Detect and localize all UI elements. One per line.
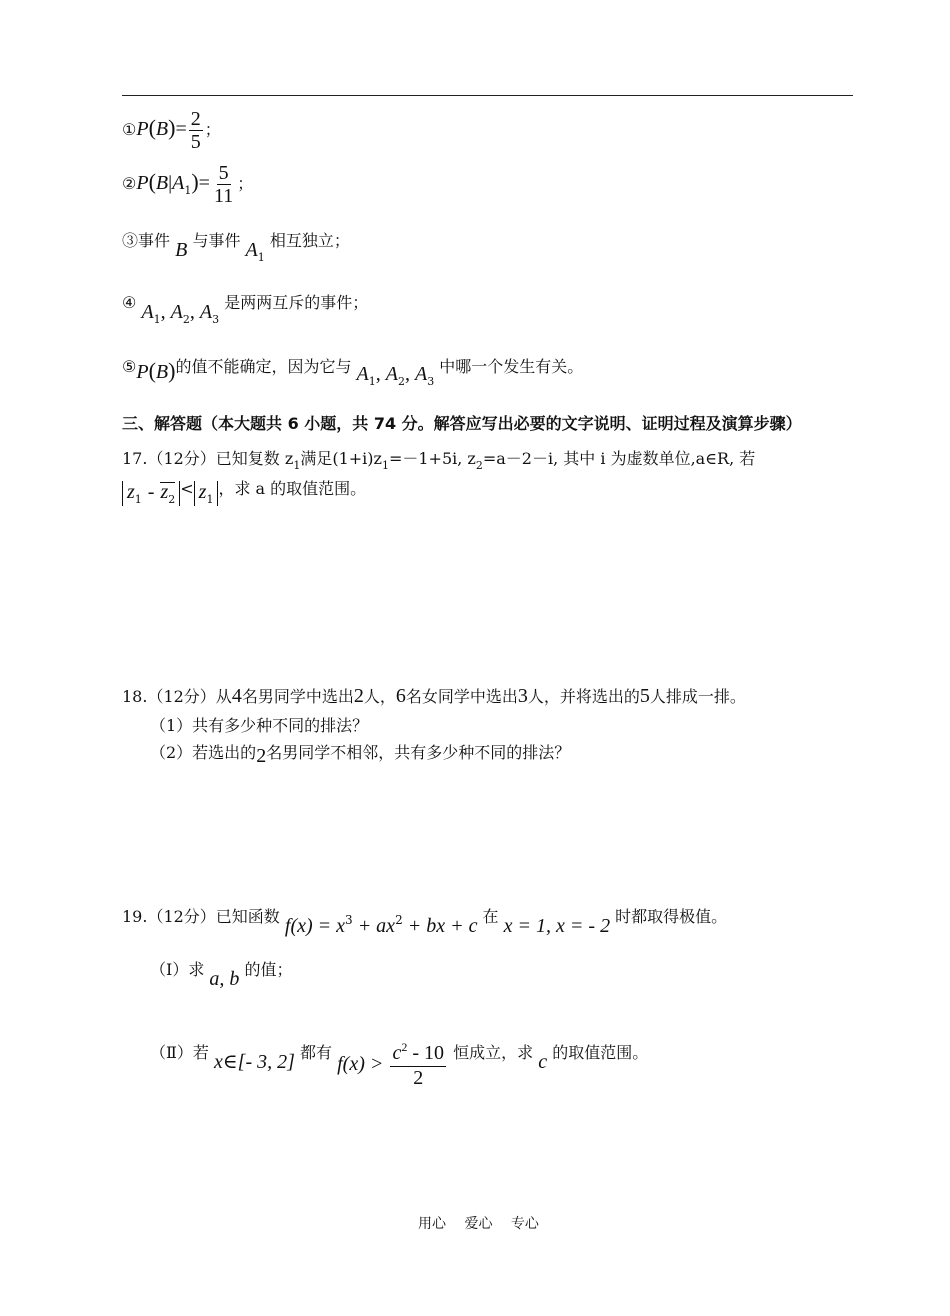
denominator: 11: [213, 185, 234, 207]
question-19-part-1: [150, 957, 293, 990]
math-function: f(x) = x: [284, 915, 346, 937]
abs-difference: [122, 481, 180, 506]
item-1: ①P(B)= $\frac{2}{5}$ ；: [122, 108, 221, 153]
text: ，求 a 的取值范围。: [218, 479, 367, 498]
item-4: ④ $A_1$, $A_2$, $A_3$ 是两两互斥的事件；: [122, 293, 369, 326]
subscript: 1: [381, 459, 389, 472]
subscript: 1: [293, 459, 301, 472]
equals: =: [198, 172, 210, 194]
text: 在: [482, 907, 499, 926]
math-b: B: [175, 239, 188, 261]
math-function: f(x) >: [337, 1053, 384, 1075]
math-a: A: [245, 239, 258, 261]
fraction-c2-10-over-2: [390, 1042, 446, 1089]
abs-z1: [194, 481, 219, 506]
item-3: [122, 228, 350, 264]
question-19-line-1: [122, 904, 728, 937]
math-term: + bx + c: [402, 915, 478, 937]
subscript: 2: [397, 375, 405, 388]
question-18-part-2: [150, 740, 571, 767]
text: 相互独立；: [269, 231, 350, 250]
text: =－1+5i, z: [388, 449, 476, 468]
footer: 用心 爱心 专心: [418, 1216, 539, 1232]
subscript: 1: [153, 313, 161, 326]
subscript: 1: [257, 251, 265, 264]
subscript: 1: [368, 375, 376, 388]
text: 的值不能确定，因为它与: [175, 357, 352, 376]
math-c: c: [392, 1042, 402, 1064]
math-p: P: [136, 118, 149, 140]
math-p: P: [136, 172, 149, 194]
number: 5: [639, 685, 650, 707]
number: 4: [231, 685, 242, 707]
question-18-part-1: （1）共有多少种不同的排法？: [150, 716, 369, 735]
math-c: c: [538, 1051, 548, 1073]
text: 名男同学中选出: [241, 687, 354, 706]
fraction-5-11: [212, 162, 235, 207]
text: 18.（12分）从: [122, 687, 232, 706]
minus: -: [147, 481, 155, 503]
numerator: 2: [190, 108, 201, 130]
marker-2: ②: [122, 174, 137, 193]
text: 名女同学中选出: [405, 687, 518, 706]
math-z-conjugate: z: [160, 481, 169, 503]
numerator: 5: [218, 162, 229, 184]
question-17-line-1: [122, 446, 756, 472]
math-a: A: [172, 172, 185, 194]
text: 是两两互斥的事件；: [224, 293, 369, 312]
math-a: A: [199, 301, 213, 323]
less-than: <: [180, 479, 194, 498]
math-a: A: [170, 301, 183, 323]
text: 恒成立，求: [453, 1043, 534, 1062]
question-17-line-2: [122, 480, 366, 506]
subscript: 2: [182, 313, 190, 326]
item-5: ⑤P(B)的值不能确定，因为它与 $A_1$, $A_2$, $A_3$ 中哪一个发生有关。: [122, 357, 584, 388]
top-rule: [122, 95, 853, 96]
math-z: z: [198, 481, 207, 503]
text: 人排成一排。: [649, 687, 746, 706]
subscript: 3: [212, 313, 220, 326]
math-term: - 10: [407, 1042, 445, 1064]
math-ab: a, b: [209, 968, 240, 990]
subscript: 2: [475, 459, 483, 472]
number: 2: [353, 685, 364, 707]
math-a: A: [141, 301, 154, 323]
text: 19.（12分）已知函数: [122, 907, 280, 926]
section-heading: 三、解答题（本大题共 6 小题，共 74 分。解答应写出必要的文字说明、证明过程及演算步骤）: [122, 414, 802, 433]
subscript: 1: [184, 184, 192, 197]
text: （Ⅱ）若: [150, 1043, 209, 1062]
item-2: $②P(B|A_1)=$ $\frac{5}{11}$ ；: [122, 162, 254, 207]
subscript: 1: [206, 493, 214, 506]
superscript: 2: [401, 1040, 408, 1054]
text: 中哪一个发生有关。: [439, 357, 584, 376]
marker-5: ⑤: [122, 357, 137, 376]
number: 2: [256, 745, 267, 767]
text: （Ⅰ）求: [150, 960, 205, 979]
math-p: P: [136, 361, 149, 383]
superscript: 2: [395, 913, 403, 927]
cond-bar: |: [168, 172, 173, 194]
denominator: 5: [190, 131, 201, 153]
text: 的值；: [244, 960, 293, 979]
text: 都有: [300, 1043, 333, 1062]
math-b: B: [155, 118, 169, 140]
math-a: A: [414, 363, 428, 385]
marker-3: ③: [122, 231, 139, 250]
math-b: B: [155, 172, 169, 194]
text: 的取值范围。: [552, 1043, 649, 1062]
punct: ；: [237, 174, 254, 193]
denominator: 2: [413, 1067, 424, 1089]
question-18-line-1: [122, 684, 746, 708]
text: 与事件: [192, 231, 241, 250]
marker-4: ④: [122, 293, 137, 312]
fraction-2-5: [189, 108, 203, 153]
math-a: A: [356, 363, 369, 385]
text: 17.（12分）已知复数 z: [122, 449, 294, 468]
text: 满足(1+i)z: [300, 449, 382, 468]
number: 3: [517, 685, 528, 707]
math-a: A: [385, 363, 398, 385]
text: =a－2－i, 其中 i 为虚数单位,a∈R, 若: [482, 449, 756, 468]
text: （2）若选出的: [150, 743, 257, 762]
subscript: 1: [134, 493, 142, 506]
math-b: B: [155, 361, 169, 383]
math-term: + ax: [352, 915, 396, 937]
math-condition: x = 1, x = - 2: [503, 915, 611, 937]
marker-1: ①: [122, 120, 137, 139]
question-19-part-2: [150, 1030, 649, 1089]
text: 人，: [363, 687, 396, 706]
punct: ；: [204, 120, 221, 139]
math-z: z: [127, 481, 135, 503]
text: 人，并将选出的: [527, 687, 640, 706]
subscript: 2: [168, 493, 176, 506]
text: 事件: [138, 231, 171, 250]
number: 6: [395, 685, 406, 707]
superscript: 3: [345, 913, 353, 927]
text: 时都取得极值。: [615, 907, 728, 926]
numerator: [390, 1042, 446, 1067]
subscript: 3: [427, 375, 435, 388]
text: 名男同学不相邻，共有多少种不同的排法？: [266, 743, 571, 762]
equals: =: [175, 118, 187, 140]
math-domain: x∈[- 3, 2]: [213, 1051, 295, 1073]
